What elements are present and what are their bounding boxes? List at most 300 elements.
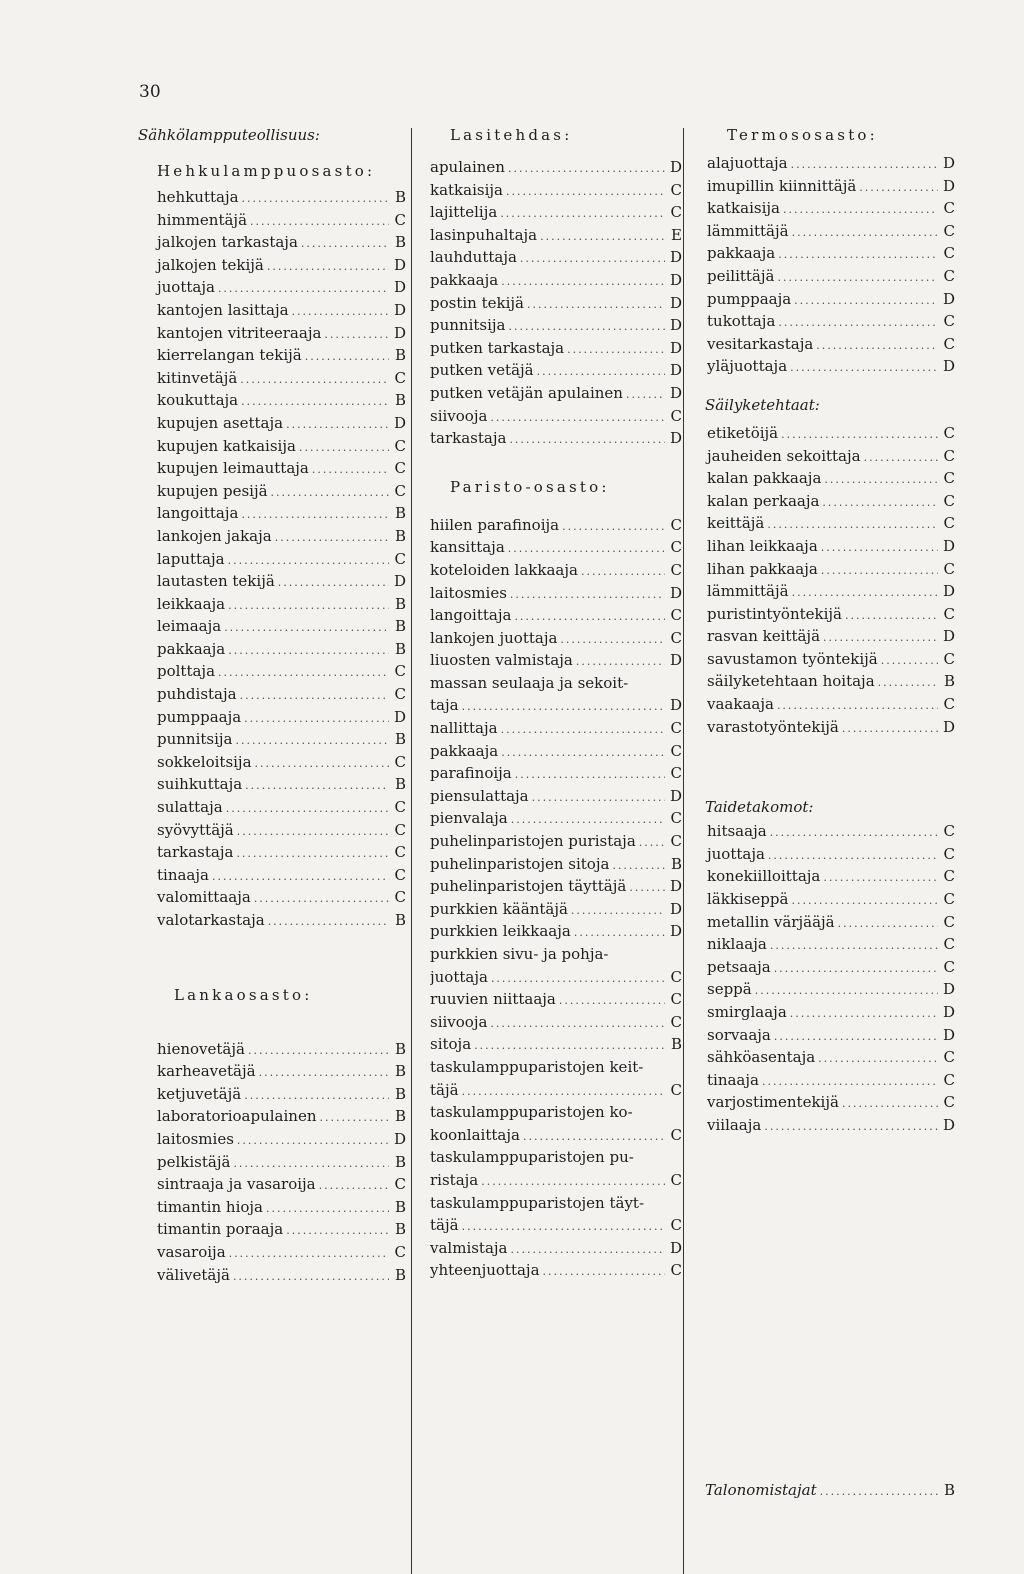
job-title: viilaaja xyxy=(707,1115,762,1134)
job-title: siivooja xyxy=(430,406,488,425)
list-item xyxy=(705,512,955,535)
section-heading: Paristo-osasto: xyxy=(450,477,610,496)
list-item xyxy=(430,382,682,405)
list-item xyxy=(430,246,682,269)
list-item xyxy=(430,785,682,808)
job-title: langoittaja xyxy=(157,504,239,523)
job-list xyxy=(138,1038,406,1287)
leader-dots xyxy=(255,753,389,774)
job-title: konekiilloittaja xyxy=(707,867,821,886)
list-item xyxy=(705,693,955,716)
wage-class: B xyxy=(394,504,406,523)
job-title: valotarkastaja xyxy=(157,911,265,929)
leader-dots xyxy=(268,911,389,932)
wage-class: C xyxy=(670,1080,682,1099)
leader-dots xyxy=(491,968,665,989)
wage-class: D xyxy=(669,316,682,335)
wage-class: D xyxy=(393,707,406,726)
list-item xyxy=(705,467,955,490)
list-item xyxy=(705,670,955,693)
wage-class: C xyxy=(670,538,682,557)
leader-dots xyxy=(286,414,389,435)
job-title: tukottaja xyxy=(707,312,776,331)
job-title: syövyttäjä xyxy=(157,820,234,839)
list-item xyxy=(705,1024,955,1047)
leader-dots xyxy=(639,832,665,853)
list-item xyxy=(705,933,955,956)
list-item xyxy=(138,1218,406,1241)
leader-dots xyxy=(508,538,665,559)
job-title: juottaja xyxy=(430,967,488,986)
wage-class: C xyxy=(943,890,955,909)
wage-class: E xyxy=(671,225,682,244)
wage-class: D xyxy=(669,1238,682,1257)
wage-class: D xyxy=(942,980,955,999)
leader-dots xyxy=(511,809,665,830)
wage-class: C xyxy=(943,266,955,285)
wage-class: C xyxy=(943,604,955,623)
leader-dots xyxy=(770,822,938,843)
list-item xyxy=(138,909,406,932)
wage-class: D xyxy=(669,158,682,176)
wage-class: C xyxy=(670,1170,682,1189)
leader-dots xyxy=(218,278,389,299)
job-title: puhdistaja xyxy=(157,685,237,704)
list-item xyxy=(138,1173,406,1196)
job-title: seppä xyxy=(707,980,752,999)
wage-class: C xyxy=(670,180,682,199)
job-title: leikkaaja xyxy=(157,594,226,613)
wage-class: B xyxy=(394,1084,406,1103)
list-item xyxy=(430,224,682,247)
wage-class: B xyxy=(394,391,406,410)
leader-dots xyxy=(755,980,938,1001)
leader-dots xyxy=(462,1216,665,1237)
leader-dots xyxy=(286,1220,389,1241)
job-title: peilittäjä xyxy=(707,266,775,285)
list-item xyxy=(705,888,955,911)
leader-dots xyxy=(778,244,938,265)
job-title: timantin hioja xyxy=(157,1197,263,1216)
leader-dots xyxy=(767,514,938,535)
wage-class: C xyxy=(670,764,682,783)
job-title: puhelinparistojen sitoja xyxy=(430,854,610,873)
wage-class: B xyxy=(394,730,406,749)
wage-class: C xyxy=(943,1048,955,1067)
wage-class: C xyxy=(394,865,406,884)
list-item xyxy=(138,683,406,706)
list-item xyxy=(138,435,406,458)
wage-class: C xyxy=(943,312,955,331)
leader-dots xyxy=(559,990,665,1011)
job-title: pumppaaja xyxy=(707,289,792,308)
leader-dots xyxy=(777,695,938,716)
leader-dots xyxy=(791,154,938,175)
wage-class: D xyxy=(669,877,682,896)
wage-class: C xyxy=(670,832,682,851)
wage-class: C xyxy=(943,446,955,465)
list-item xyxy=(430,559,682,582)
list-item xyxy=(430,337,682,360)
leader-dots xyxy=(612,855,665,876)
job-title: alajuottaja xyxy=(707,154,788,172)
list-item xyxy=(430,604,682,627)
job-title: kupujen pesijä xyxy=(157,481,268,500)
leader-dots xyxy=(821,537,938,558)
list-item xyxy=(430,694,682,717)
leader-dots xyxy=(244,1085,389,1106)
leader-dots xyxy=(792,222,938,243)
list-item xyxy=(705,445,955,468)
leader-dots xyxy=(305,346,389,367)
wage-class: C xyxy=(943,491,955,510)
wage-class: C xyxy=(394,459,406,478)
list-item xyxy=(138,1060,406,1083)
list-item xyxy=(430,1011,682,1034)
leader-dots xyxy=(581,561,665,582)
job-title: laputtaja xyxy=(157,549,225,568)
job-title: liuosten valmistaja xyxy=(430,651,573,670)
job-title: punnitsija xyxy=(430,316,506,335)
job-title: kitinvetäjä xyxy=(157,368,238,387)
wage-class: C xyxy=(670,1216,682,1235)
leader-dots xyxy=(842,718,938,739)
list-item xyxy=(138,1264,406,1287)
leader-dots xyxy=(501,719,665,740)
wage-class: C xyxy=(394,752,406,771)
leader-dots xyxy=(226,798,389,819)
leader-dots xyxy=(267,256,389,277)
job-title: putken vetäjän apulainen xyxy=(430,383,623,402)
wage-class: B xyxy=(394,775,406,794)
list-item xyxy=(705,265,955,288)
list-item xyxy=(430,359,682,382)
leader-dots xyxy=(509,316,666,337)
list-item xyxy=(138,1083,406,1106)
list-item xyxy=(705,820,955,843)
job-title: smirglaaja xyxy=(707,1003,787,1021)
leader-dots xyxy=(842,1093,938,1114)
leader-dots xyxy=(532,787,665,808)
wage-class: C xyxy=(394,685,406,704)
leader-dots xyxy=(774,958,938,979)
list-item xyxy=(138,276,406,299)
list-item xyxy=(430,269,682,292)
wage-class: B xyxy=(394,911,406,929)
wage-class: D xyxy=(393,323,406,342)
job-title: tarkastaja xyxy=(157,843,234,862)
job-title: lasinpuhaltaja xyxy=(430,225,538,244)
job-title: varjostimentekijä xyxy=(707,1093,839,1112)
list-item xyxy=(138,706,406,729)
leader-dots xyxy=(301,233,389,254)
list-item xyxy=(138,322,406,345)
column-3 xyxy=(705,124,955,1501)
list-item xyxy=(705,288,955,311)
job-title-line: massan seulaaja ja sekoit- xyxy=(430,673,629,692)
job-title: laboratorioapulainen xyxy=(157,1107,317,1126)
leader-dots xyxy=(233,1266,389,1287)
list-item xyxy=(705,220,955,243)
wage-class: C xyxy=(670,515,682,534)
leader-dots xyxy=(462,696,665,717)
job-title: koteloiden lakkaaja xyxy=(430,560,578,579)
wage-class: C xyxy=(670,1125,682,1144)
job-title: postin tekijä xyxy=(430,293,524,312)
wage-class: C xyxy=(943,649,955,668)
wage-class: C xyxy=(943,695,955,714)
list-item xyxy=(430,649,682,672)
list-item xyxy=(138,1151,406,1174)
list-item xyxy=(430,1169,682,1192)
list-item xyxy=(430,830,682,853)
leader-dots xyxy=(762,1071,938,1092)
list-item xyxy=(138,570,406,593)
list-item xyxy=(705,580,955,603)
leader-dots xyxy=(250,211,389,232)
job-title: vaakaaja xyxy=(707,695,774,714)
job-title: jalkojen tekijä xyxy=(157,255,264,274)
leader-dots xyxy=(820,1481,938,1502)
list-item xyxy=(138,728,406,751)
leader-dots xyxy=(320,1107,390,1128)
list-item xyxy=(138,525,406,548)
wage-class: C xyxy=(394,1242,406,1261)
job-title: koonlaittaja xyxy=(430,1125,520,1144)
job-title: kalan pakkaaja xyxy=(707,469,822,488)
wage-class: D xyxy=(669,899,682,918)
leader-dots xyxy=(259,1062,389,1083)
job-title: läkkiseppä xyxy=(707,890,789,909)
leader-dots xyxy=(821,560,938,581)
job-title: parafinoija xyxy=(430,764,512,783)
leader-dots xyxy=(481,1171,665,1192)
job-title: jalkojen tarkastaja xyxy=(157,233,298,252)
job-title: lihan leikkaaja xyxy=(707,536,818,555)
leader-dots xyxy=(228,640,389,661)
wage-class: C xyxy=(670,203,682,222)
list-item xyxy=(705,197,955,220)
wage-class: D xyxy=(942,627,955,646)
list-item xyxy=(705,1001,955,1024)
list-item xyxy=(705,603,955,626)
job-title: juottaja xyxy=(707,844,765,863)
job-title: hienovetäjä xyxy=(157,1039,245,1058)
leader-dots xyxy=(241,391,389,412)
wage-class: D xyxy=(942,357,955,376)
job-title: nallittaja xyxy=(430,719,498,738)
job-title: imupillin kiinnittäjä xyxy=(707,176,857,195)
leader-dots xyxy=(228,595,389,616)
job-title: puhelinparistojen täyttäjä xyxy=(430,877,627,896)
list-item xyxy=(430,898,682,921)
job-title: hitsaaja xyxy=(707,822,767,841)
leader-dots xyxy=(254,888,389,909)
leader-dots xyxy=(768,845,938,866)
job-title: välivetäjä xyxy=(157,1265,230,1284)
list-item xyxy=(138,502,406,525)
list-item xyxy=(138,796,406,819)
job-title: pumppaaja xyxy=(157,707,242,726)
leader-dots xyxy=(245,775,389,796)
list-item xyxy=(138,751,406,774)
leader-dots xyxy=(500,203,665,224)
wage-class: C xyxy=(394,843,406,862)
leader-dots xyxy=(278,572,389,593)
list-item xyxy=(430,1214,682,1237)
leader-dots xyxy=(626,384,665,405)
leader-dots xyxy=(490,1013,665,1034)
list-item xyxy=(430,1033,682,1056)
list-item xyxy=(705,422,955,445)
leader-dots xyxy=(822,492,938,513)
leader-dots xyxy=(271,482,389,503)
leader-dots xyxy=(212,866,389,887)
job-title: suihkuttaja xyxy=(157,775,243,794)
leader-dots xyxy=(567,339,665,360)
leader-dots xyxy=(312,459,389,480)
job-title: tarkastaja xyxy=(430,429,507,448)
leader-dots xyxy=(523,1126,665,1147)
wage-class: B xyxy=(394,1152,406,1171)
job-title: putken tarkastaja xyxy=(430,338,565,357)
wage-class: C xyxy=(394,210,406,229)
job-title: timantin poraaja xyxy=(157,1220,284,1239)
industry-heading: Sähkölampputeollisuus: xyxy=(138,126,320,144)
leader-dots xyxy=(248,1040,389,1061)
list-item xyxy=(138,1241,406,1264)
job-title: lämmittäjä xyxy=(707,221,789,240)
list-item xyxy=(430,1259,682,1282)
wage-class: C xyxy=(394,368,406,387)
wage-class: C xyxy=(943,423,955,442)
list-item xyxy=(705,956,955,979)
wage-class: D xyxy=(669,383,682,402)
leader-dots xyxy=(240,685,389,706)
leader-dots xyxy=(838,913,938,934)
job-title: metallin värjääjä xyxy=(707,912,835,931)
wage-class: D xyxy=(669,696,682,715)
list-item xyxy=(138,186,406,209)
leader-dots xyxy=(818,1048,938,1069)
leader-dots xyxy=(240,369,389,390)
job-title: katkaisija xyxy=(707,199,780,218)
list-item xyxy=(138,1196,406,1219)
leader-dots xyxy=(242,188,389,209)
job-title-line: taskulamppuparistojen pu- xyxy=(430,1148,634,1167)
wage-class: B xyxy=(394,594,406,613)
wage-class: D xyxy=(393,1129,406,1148)
list-item xyxy=(705,716,955,739)
leader-dots xyxy=(823,627,938,648)
leader-dots xyxy=(778,312,938,333)
wage-class: B xyxy=(394,639,406,658)
list-item xyxy=(705,1069,955,1092)
wage-class: B xyxy=(394,1220,406,1239)
job-title: langoittaja xyxy=(430,606,512,625)
leader-dots xyxy=(824,469,938,490)
leader-dots xyxy=(510,584,665,605)
wage-class: C xyxy=(943,199,955,218)
wage-class: C xyxy=(394,1175,406,1194)
list-item xyxy=(138,615,406,638)
list-item xyxy=(138,593,406,616)
job-list xyxy=(705,820,955,1136)
wage-class: C xyxy=(670,990,682,1009)
job-title: sokkeloitsija xyxy=(157,752,252,771)
list-item xyxy=(705,310,955,333)
job-title: sulattaja xyxy=(157,798,223,817)
leader-dots xyxy=(562,516,665,537)
wage-class: C xyxy=(943,867,955,886)
wage-class: C xyxy=(943,1093,955,1112)
wage-class: C xyxy=(943,221,955,240)
job-title: kierrelangan tekijä xyxy=(157,346,302,365)
leader-dots xyxy=(508,158,665,179)
leader-dots xyxy=(244,708,389,729)
leader-dots xyxy=(845,605,938,626)
list-item xyxy=(430,156,682,179)
wage-class: C xyxy=(670,406,682,425)
job-title: kantojen vitriteeraaja xyxy=(157,323,322,342)
list-item xyxy=(430,1237,682,1260)
list-item xyxy=(705,865,955,888)
list-item xyxy=(430,627,682,650)
list-item xyxy=(705,1479,955,1502)
leader-dots xyxy=(629,877,665,898)
job-title-line: taskulamppuparistojen keit- xyxy=(430,1057,644,1076)
leader-dots xyxy=(236,843,389,864)
wage-class: D xyxy=(942,1003,955,1021)
list-item xyxy=(138,480,406,503)
leader-dots xyxy=(229,1243,389,1264)
job-title: pakkaaja xyxy=(430,741,499,760)
leader-dots xyxy=(777,267,938,288)
leader-dots xyxy=(224,617,389,638)
job-title: polttaja xyxy=(157,662,216,681)
job-title: laitosmies xyxy=(157,1129,234,1148)
leader-dots xyxy=(537,361,665,382)
leader-dots xyxy=(527,294,665,315)
leader-dots xyxy=(509,429,665,450)
job-title: kupujen leimauttaja xyxy=(157,459,309,478)
list-item xyxy=(430,179,682,202)
column-2 xyxy=(430,124,682,1282)
wage-class: B xyxy=(394,1062,406,1081)
list-item xyxy=(138,841,406,864)
leader-dots xyxy=(560,629,665,650)
job-title: yhteenjuottaja xyxy=(430,1261,540,1280)
wage-class: D xyxy=(942,582,955,601)
list-item xyxy=(138,1038,406,1061)
job-title: lihan pakkaaja xyxy=(707,559,818,578)
job-title: savustamon työntekijä xyxy=(707,649,878,668)
leader-dots xyxy=(791,890,938,911)
list-item xyxy=(138,231,406,254)
list-item xyxy=(138,548,406,571)
job-title: laitosmies xyxy=(430,583,507,602)
job-list xyxy=(138,186,406,932)
leader-dots xyxy=(237,821,389,842)
leader-dots xyxy=(506,181,665,202)
job-title: ruuvien niittaaja xyxy=(430,990,556,1009)
wage-class: C xyxy=(394,481,406,500)
wage-class: C xyxy=(670,741,682,760)
section-heading: Termososasto: xyxy=(727,126,878,144)
wage-class: C xyxy=(943,935,955,954)
leader-dots xyxy=(241,504,389,525)
leader-dots xyxy=(574,922,665,943)
